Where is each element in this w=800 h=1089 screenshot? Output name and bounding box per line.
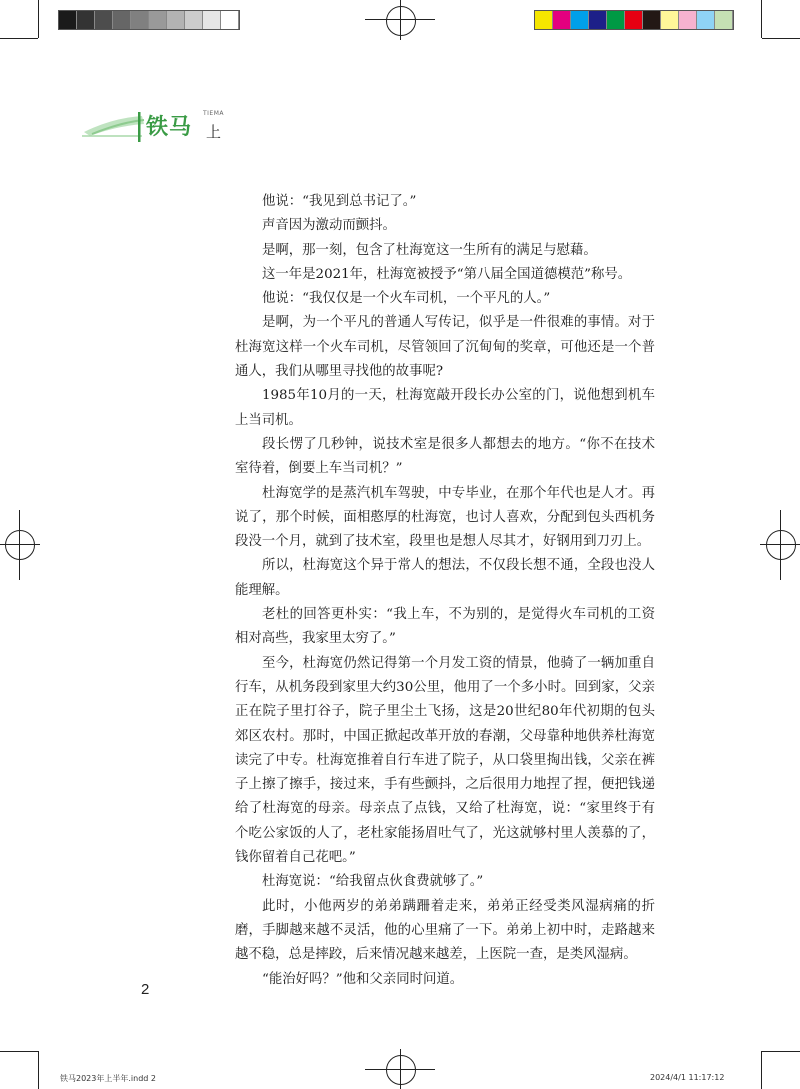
color-swatch bbox=[571, 11, 589, 29]
paragraph: 声音因为激动而颤抖。 bbox=[262, 218, 396, 234]
brand-english: TIEMA bbox=[203, 110, 225, 117]
page-number: 2 bbox=[141, 981, 150, 998]
gray-swatch bbox=[113, 11, 131, 29]
color-swatch bbox=[679, 11, 697, 29]
color-swatch bbox=[625, 11, 643, 29]
brand-title: 铁马 bbox=[146, 115, 193, 140]
color-swatch bbox=[553, 11, 571, 29]
gray-swatch bbox=[59, 11, 77, 29]
gray-swatch bbox=[203, 11, 221, 29]
paragraph: 他说：“我仅仅是一个火车司机，一个平凡的人。” bbox=[262, 291, 551, 307]
paragraph: 他说：“我见到总书记了。” bbox=[262, 194, 417, 209]
gray-swatch bbox=[185, 11, 203, 29]
gray-swatch bbox=[131, 11, 149, 29]
color-calibration-bar bbox=[534, 10, 734, 30]
footer-filename: 铁马2023年上半年.indd 2 bbox=[60, 1074, 156, 1083]
gray-swatch bbox=[149, 11, 167, 29]
gray-swatch bbox=[221, 11, 239, 29]
paragraph: 是啊，那一刻，包含了杜海宽这一生所有的满足与慰藉。 bbox=[262, 242, 597, 258]
paragraph: 至今，杜海宽仍然记得第一个月发工资的情景，他骑了一辆加重自行车，从机务段到家里大约30公里，他用了一个多小时。回到家，父亲正在院子里打谷子，院子里尘土飞扬，这是20世纪80年代初期的包头郊区农村。那时，中国正掀起改革开放的春潮，父母靠种地供养杜海宽读完了中专。杜海宽推着自行车进了院子，从口袋里掏出钱，父亲在裤子上擦了擦手，接过来，手有些颤抖，之后很用力地捏了捏，便把钱递给了杜海宽的母亲。母亲点了点钱，又给了杜海宽，说：“家里终于有个吃公家饭的人了，老杜家能扬眉吐气了，光这就够村里人羡慕的了，钱你留着自己花吧。” bbox=[235, 655, 655, 866]
color-swatch bbox=[607, 11, 625, 29]
gray-swatch bbox=[77, 11, 95, 29]
color-swatch bbox=[715, 11, 733, 29]
paragraph: 杜海宽说：“给我留点伙食费就够了。” bbox=[262, 874, 484, 890]
paragraph: 此时，小他两岁的弟弟蹒跚着走来，弟弟正经受类风湿病痛的折磨，手脚越来越不灵活，他的心里痛了一下。弟弟上初中时，走路越来越不稳，总是摔跤，后来情况越来越差，上医院一查，是类风湿病。 bbox=[235, 898, 655, 963]
paragraph: 这一年是2021年，杜海宽被授予“第八届全国道德模范”称号。 bbox=[262, 266, 632, 282]
color-swatch bbox=[535, 11, 553, 29]
paragraph: 杜海宽学的是蒸汽机车驾驶，中专毕业，在那个年代也是人才。再说了，那个时候，面相憨厚的杜海宽，也讨人喜欢，分配到包头西机务段没一个月，就到了技术室，段里也是想人尽其才，好钢用到刀刃上。 bbox=[235, 485, 655, 550]
color-swatch bbox=[589, 11, 607, 29]
color-swatch bbox=[661, 11, 679, 29]
color-swatch bbox=[643, 11, 661, 29]
volume-label: 上 bbox=[206, 123, 222, 141]
paragraph: 所以，杜海宽这个异于常人的想法，不仅段长想不通，全段也没人能理解。 bbox=[235, 558, 655, 598]
gray-swatch bbox=[167, 11, 185, 29]
paragraph: “能治好吗？”他和父亲同时问道。 bbox=[262, 971, 464, 987]
color-swatch bbox=[697, 11, 715, 29]
paragraph: 老杜的回答更朴实：“我上车，不为别的，是觉得火车司机的工资相对高些，我家里太穷了。” bbox=[235, 607, 655, 647]
article-body bbox=[235, 190, 655, 992]
paragraph: 1985年10月的一天，杜海宽敲开段长办公室的门，说他想到机车上当司机。 bbox=[235, 388, 655, 428]
paragraph: 是啊，为一个平凡的普通人写传记，似乎是一件很难的事情。对于杜海宽这样一个火车司机，尽管领回了沉甸甸的奖章，可他还是一个普通人，我们从哪里寻找他的故事呢? bbox=[235, 315, 655, 380]
paragraph: 段长愣了几秒钟，说技术室是很多人都想去的地方。“你不在技术室待着，倒要上车当司机？” bbox=[235, 436, 655, 477]
grayscale-calibration-bar bbox=[58, 10, 240, 30]
gray-swatch bbox=[95, 11, 113, 29]
footer-timestamp: 2024/4/1 11:17:12 bbox=[650, 1073, 725, 1082]
